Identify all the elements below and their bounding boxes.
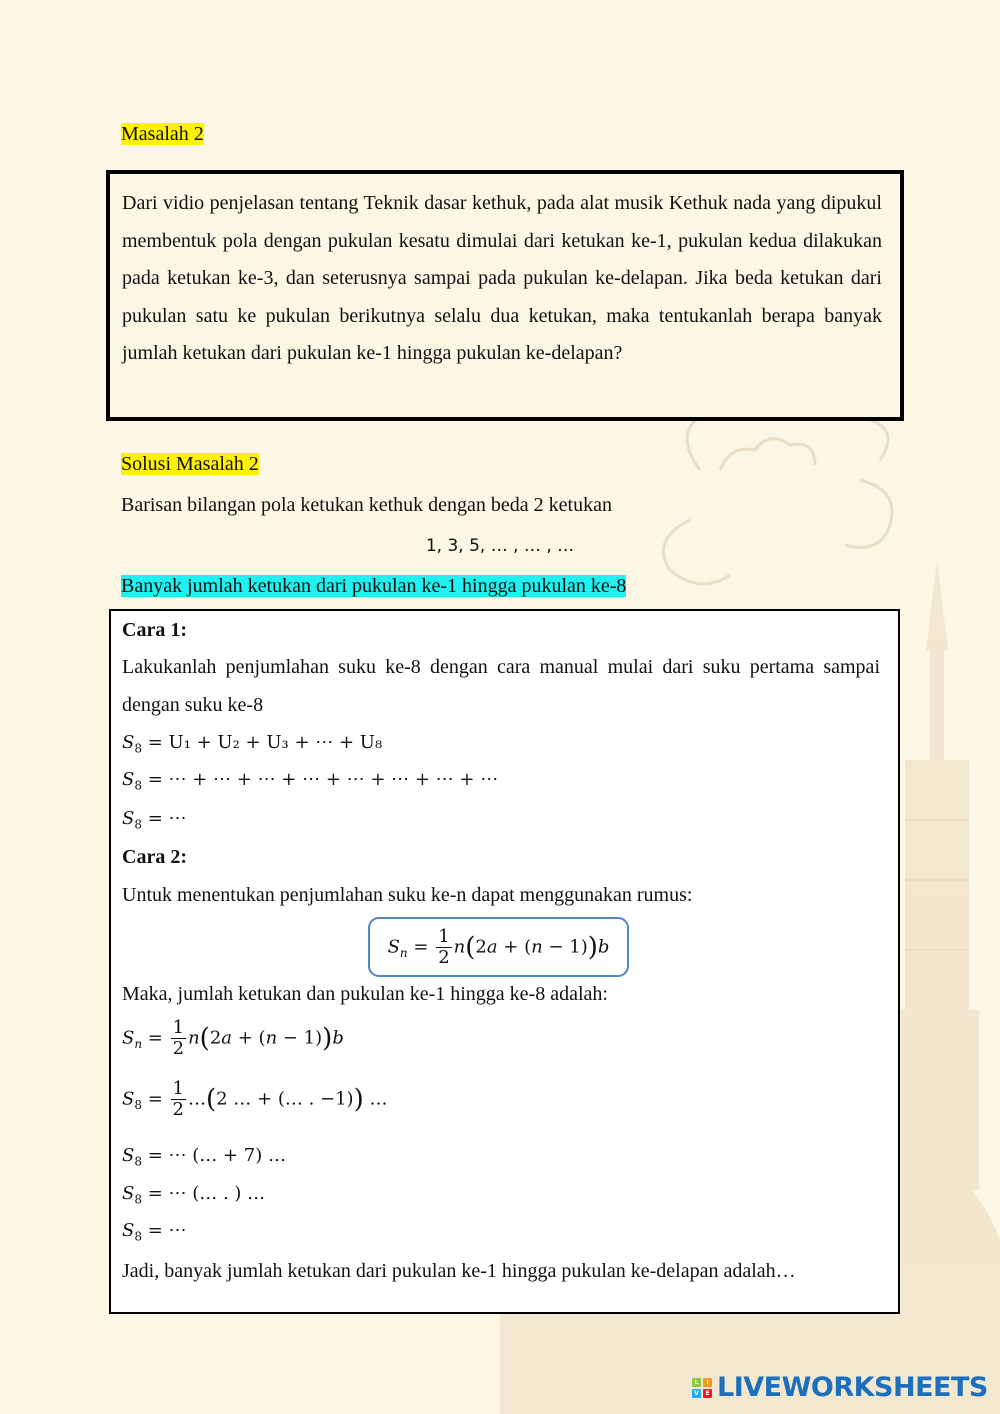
answer-box [109,609,900,1314]
problem-label: Masalah 2 [121,123,204,145]
cara2-text: Untuk menentukan penjumlahan suku ke-n dapat menggunakan rumus: [122,884,693,906]
cara2-result-intro: Maka, jumlah ketukan dan pukulan ke-1 hingga ke-8 adalah: [122,983,608,1005]
cara2-conclusion: Jadi, banyak jumlah ketukan dari pukulan ke-1 hingga pukulan ke-delapan adalah… [122,1260,796,1282]
sequence-intro: Barisan bilangan pola ketukan kethuk dengan beda 2 ketukan [121,494,612,516]
cara1-text: Lakukanlah penjumlahan suku ke-8 dengan cara manual mulai dari suku pertama sampai dengan suku ke-8 [122,656,880,716]
sum-formula: $S_n$ = $\frac{1}{2}$ n(2a + (n − 1))b [387,925,610,968]
problem-box [106,170,904,421]
liveworksheets-logo-icon: L I V E [692,1378,712,1398]
cara2-step1: $S_n$ = $\frac{1}{2}$ n(2a + (n − 1))b [122,1017,344,1059]
cara2-title: Cara 2: [122,846,187,868]
solution-label: Solusi Masalah 2 [121,453,259,475]
sum-subheading: Banyak jumlah ketukan dari pukulan ke-1 hingga pukulan ke-8 [121,575,627,597]
cara1-line2: $S_8$ = ⋯ + ⋯ + ⋯ + ⋯ + ⋯ + ⋯ + ⋯ + ⋯ [122,769,499,793]
cara2-step3: $S_8$ = ⋯ (… + 7) … [122,1145,286,1169]
liveworksheets-logo-text: LIVEWORKSHEETS [717,1372,988,1403]
problem-text: Dari vidio penjelasan tentang Teknik dasar kethuk, pada alat musik Kethuk nada yang dipukul membentuk pola dengan pukulan kesatu dimulai dari ketukan ke-1, pukulan kedua dilakukan pada ketukan ke-3, dan seterusnya sampai pada pukulan ke-delapan. Jika beda ketukan dari pukulan satu ke pukulan berikutnya selalu dua ketukan, maka tentukanlah berapa banyak jumlah ketukan dari pukulan ke-1 hingga pukulan ke-delapan? [122,192,882,365]
cara1-line3: $S_8$ = ⋯ [122,808,187,832]
liveworksheets-logo [692,1372,988,1403]
cara2-step4: $S_8$ = ⋯ (… . ) … [122,1183,266,1207]
cara2-step5: $S_8$ = ⋯ [122,1220,187,1244]
cara1-line1: $S_8 = U_1 + U_2 + U_3$ + ⋯ + U₈ [122,732,383,756]
sum-formula-box [368,917,629,977]
sequence-expression: 1, 3, 5, … , … , … [425,536,575,556]
cara1-title: Cara 1: [122,619,187,641]
cara2-step2: $S_8$ = $\frac{1}{2}$ …(2 … + (… . −1)) … [122,1078,388,1120]
